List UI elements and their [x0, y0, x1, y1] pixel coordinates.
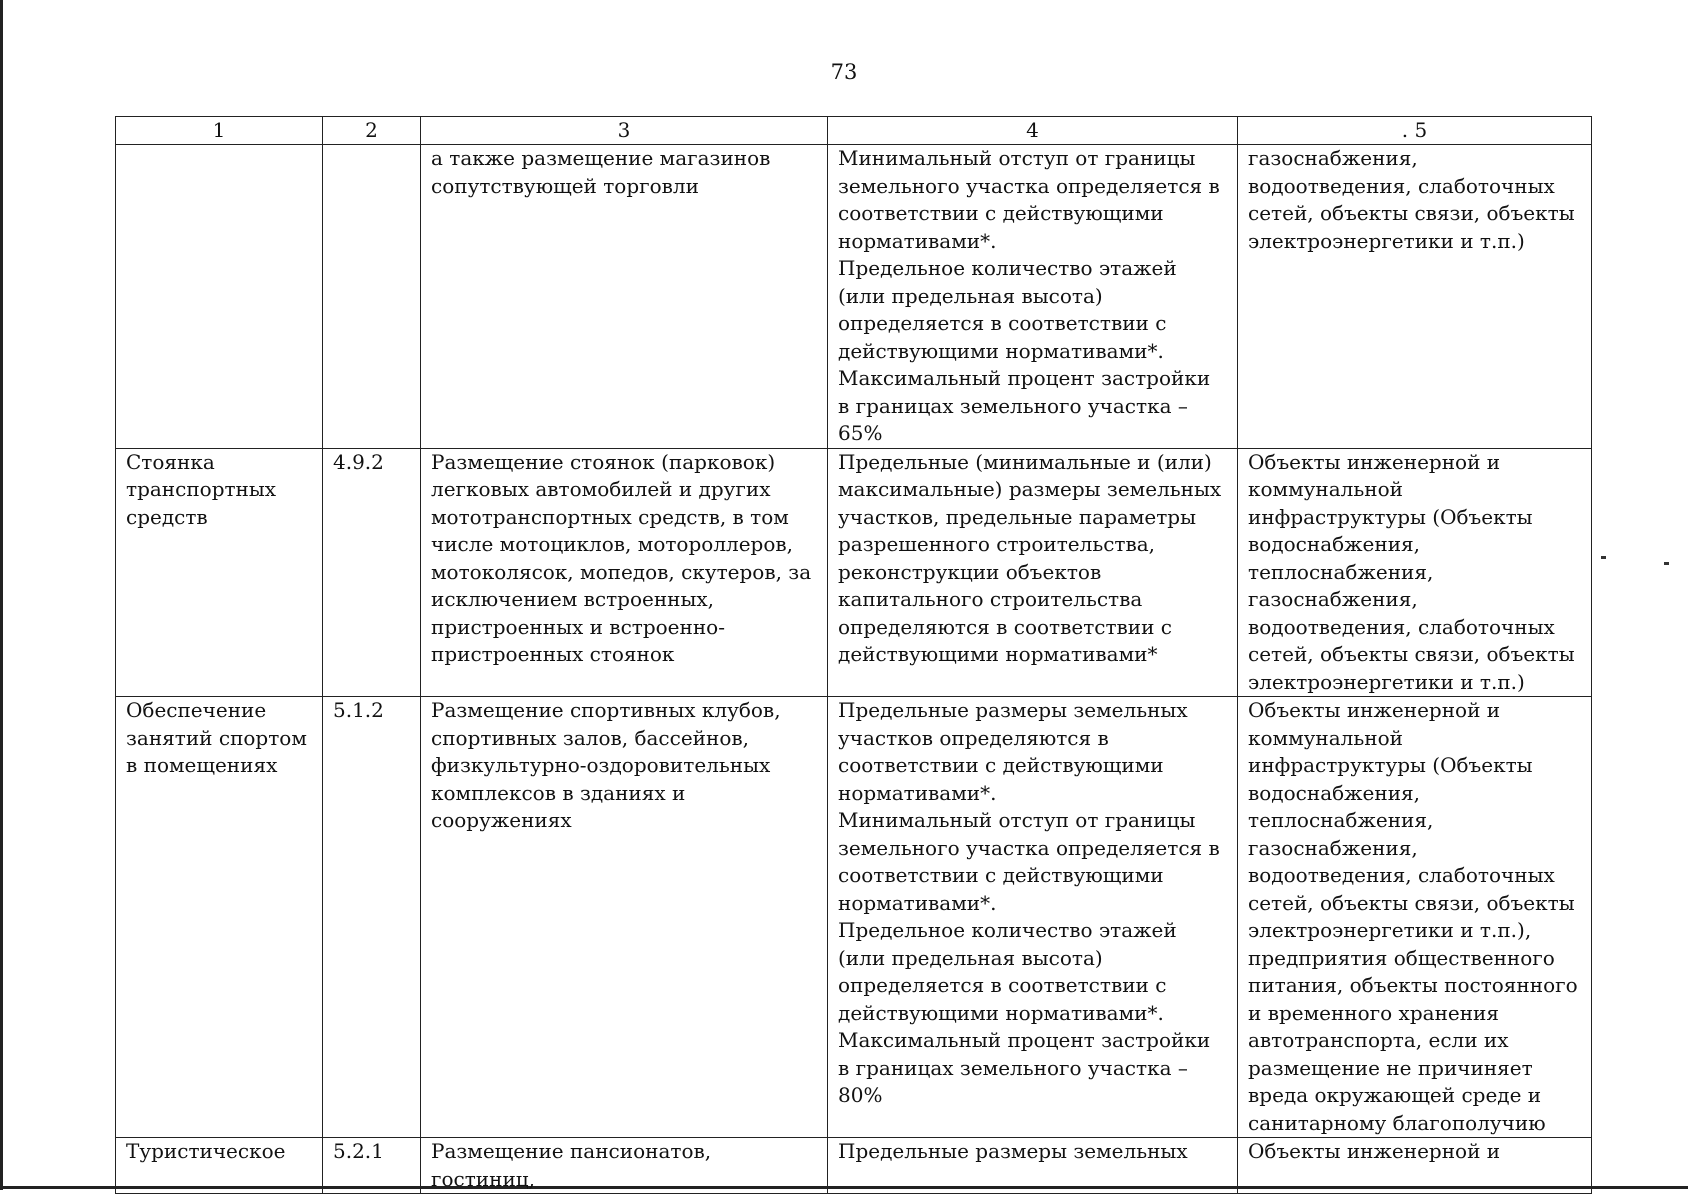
parameter-text: Минимальный отступ от границы земельного участка определяется в соответствии с действующими нормативами*. — [838, 808, 1220, 915]
auxiliary-uses-text: Объекты инженерной и коммунальной инфраструктуры (Объекты водоснабжения, теплоснабжения, газоснабжения, водоотведения, слаботочных сетей, объекты связи, объекты электроэнергетики и т.п.), предприятия общественного питания, объекты постоянного и временного хранения автотранспорта, если их размещение не причиняет вреда окружающей среде и санитарному благополучию — [1248, 698, 1578, 1135]
use-code-cell: 5.2.1 — [323, 1138, 421, 1194]
table-row — [116, 697, 1592, 1138]
parameter-text: Максимальный процент застройки в границах земельного участка – 65% — [838, 366, 1211, 445]
use-code-cell: 5.1.2 — [323, 697, 421, 1138]
use-description-cell — [421, 145, 828, 449]
permitted-use-name-text: Туристическое — [126, 1139, 286, 1163]
parameters-cell — [828, 697, 1238, 1138]
permitted-use-name-text: Обеспечение занятий спортом в помещениях — [126, 698, 307, 777]
parameter-text: Максимальный процент застройки в границах земельного участка – 80% — [838, 1028, 1211, 1107]
parameters-cell — [828, 1138, 1238, 1194]
use-description-cell — [421, 1138, 828, 1194]
use-code-cell: 4.9.2 — [323, 448, 421, 697]
auxiliary-uses-text: газоснабжения, водоотведения, слаботочных сетей, объекты связи, объекты электроэнергетики и т.п.) — [1248, 146, 1575, 253]
header-cell-5: . 5 — [1238, 117, 1592, 145]
zoning-table — [115, 116, 1592, 1194]
parameter-text: Предельное количество этажей (или предельная высота) определяется в соответствии с действующими нормативами*. — [838, 918, 1177, 1025]
table-row — [116, 1138, 1592, 1194]
parameter-text: Предельные (минимальные и (или) максимальные) размеры земельных участков, предельные параметры разрешенного строительства, реконструкции объектов капитального строительства определяются в соответствии с действующими нормативами* — [838, 449, 1222, 666]
permitted-use-name-cell — [116, 697, 323, 1138]
use-description-text: а также размещение магазинов сопутствующей торговли — [431, 146, 771, 198]
auxiliary-uses-text: Объекты инженерной и коммунальной инфраструктуры (Объекты водоснабжения, теплоснабжения, газоснабжения, водоотведения, слаботочных сетей, объекты связи, объекты электроэнергетики и т.п.) — [1248, 449, 1575, 694]
parameter-text: Предельные размеры земельных участков определяются в соответствии с действующими нормативами*. — [838, 698, 1188, 805]
use-description-cell — [421, 448, 828, 697]
parameter-text: Предельное количество этажей (или предельная высота) определяется в соответствии с действующими нормативами*. — [838, 256, 1177, 363]
scan-speck — [1664, 562, 1669, 565]
parameters-cell — [828, 448, 1238, 697]
header-cell-1: 1 — [116, 117, 323, 145]
table-header-row — [116, 117, 1592, 145]
auxiliary-uses-cell — [1238, 145, 1592, 449]
auxiliary-uses-text: Объекты инженерной и — [1248, 1139, 1501, 1163]
page-number: 73 — [830, 60, 858, 84]
auxiliary-uses-cell — [1238, 448, 1592, 697]
use-description-text: Размещение пансионатов, гостиниц, — [431, 1139, 712, 1191]
table-row — [116, 448, 1592, 697]
header-cell-4: 4 — [828, 117, 1238, 145]
use-description-text: Размещение стоянок (парковок) легковых автомобилей и других мототранспортных средств, в том числе мотоциклов, мотороллеров, мотоколясок, мопедов, скутеров, за исключением встроенных, пристроенных и встроенно-пристроенных стоянок — [431, 449, 812, 666]
use-code-cell — [323, 145, 421, 449]
permitted-use-name-cell — [116, 1138, 323, 1194]
auxiliary-uses-cell — [1238, 697, 1592, 1138]
header-cell-3: 3 — [421, 117, 828, 145]
auxiliary-uses-cell — [1238, 1138, 1592, 1194]
header-cell-2: 2 — [323, 117, 421, 145]
parameters-cell — [828, 145, 1238, 449]
scan-speck — [1601, 556, 1606, 559]
use-description-cell — [421, 697, 828, 1138]
permitted-use-name-text: Стоянка транспортных средств — [126, 449, 277, 529]
use-description-text: Размещение спортивных клубов, спортивных залов, бассейнов, физкультурно-оздоровительных комплексов в зданиях и сооружениях — [431, 698, 781, 832]
table-row — [116, 145, 1592, 449]
page-left-border — [0, 0, 3, 1190]
parameter-text: Предельные размеры земельных — [838, 1139, 1188, 1163]
permitted-use-name-cell — [116, 448, 323, 697]
parameter-text: Минимальный отступ от границы земельного участка определяется в соответствии с действующими нормативами*. — [838, 146, 1220, 253]
permitted-use-name-cell — [116, 145, 323, 449]
